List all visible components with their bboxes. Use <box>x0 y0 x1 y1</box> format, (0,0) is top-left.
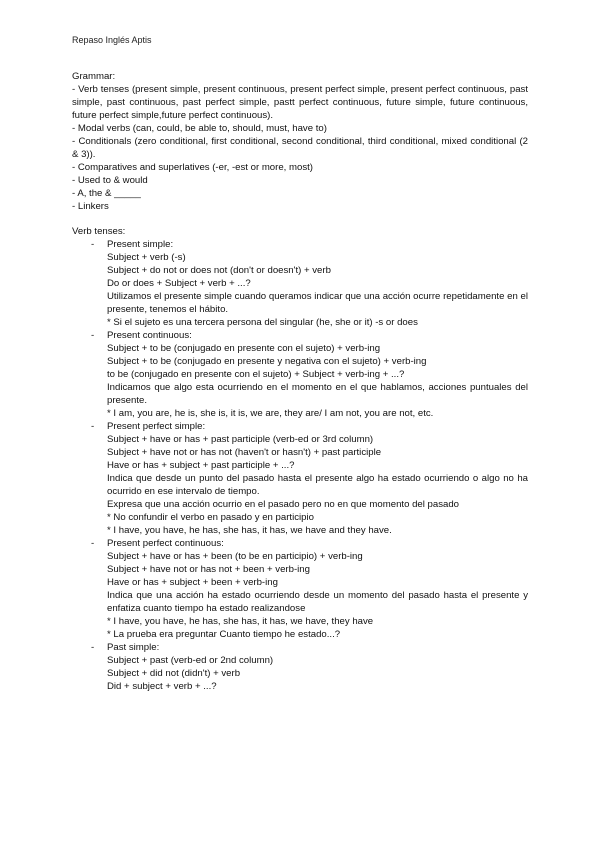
tense-line: Indica que desde un punto del pasado hasta el presente algo ha estado ocurriendo o algo no ha ocurrido en ese intervalo de tiempo. <box>107 473 528 497</box>
tense-line: Indicamos que algo esta ocurriendo en el momento en el que hablamos, acciones puntuales del presente. <box>107 382 528 406</box>
bullet-dash: - <box>91 239 95 250</box>
tense-title: Present perfect simple: <box>107 421 206 432</box>
tense-title: Present perfect continuous: <box>107 538 224 549</box>
tense-line: Have or has + subject + past participle + ...? <box>107 460 295 471</box>
tense-section-present-continuous <box>72 329 528 420</box>
verb-tenses-list <box>72 238 528 693</box>
tense-line: Do or does + Subject + verb + ...? <box>107 278 251 289</box>
tense-line: Expresa que una acción ocurrio en el pasado pero no en que momento del pasado <box>107 499 460 510</box>
tense-title: Past simple: <box>107 642 160 653</box>
bullet-dash: - <box>91 642 95 653</box>
tense-line: * I am, you are, he is, she is, it is, we are, they are/ I am not, you are not, etc. <box>107 408 434 419</box>
grammar-item: - Verb tenses (present simple, present continuous, present perfect simple, present perfect continuous, past simple, past continuous, past perfect simple, pastt perfect continuous, future simple, future continuous, future perfect simple,future perfect continuous). <box>72 84 528 121</box>
tense-line: Subject + did not (didn't) + verb <box>107 668 241 679</box>
grammar-item: - Comparatives and superlatives (-er, -est or more, most) <box>72 162 313 173</box>
page-header: Repaso Inglés Aptis <box>72 35 152 45</box>
tense-section-present-simple <box>72 238 528 329</box>
tense-line: * I have, you have, he has, she has, it has, we have and they have. <box>107 525 392 536</box>
bullet-dash: - <box>91 538 95 549</box>
tense-line: Subject + have not or has not (haven't or hasn't) + past participle <box>107 447 382 458</box>
document-body <box>72 70 528 693</box>
grammar-heading: Grammar: <box>72 71 116 82</box>
tense-line: * I have, you have, he has, she has, it has, we have, they have <box>107 616 374 627</box>
tense-line: Subject + do not or does not (don't or doesn't) + verb <box>107 265 331 276</box>
grammar-list <box>72 83 528 213</box>
verb-tenses-heading: Verb tenses: <box>72 226 126 237</box>
tense-title: Present continuous: <box>107 330 192 341</box>
tense-section-present-perfect-simple <box>72 420 528 537</box>
tense-line: Have or has + subject + been + verb-ing <box>107 577 278 588</box>
tense-section-present-perfect-continuous <box>72 537 528 641</box>
tense-title: Present simple: <box>107 239 174 250</box>
tense-line: * No confundir el verbo en pasado y en participio <box>107 512 314 523</box>
grammar-item: - Modal verbs (can, could, be able to, should, must, have to) <box>72 123 327 134</box>
grammar-item: - Conditionals (zero conditional, first conditional, second conditional, third conditional, mixed conditional (2 & 3)). <box>72 136 528 160</box>
bullet-dash: - <box>91 330 95 341</box>
tense-line: Subject + verb (-s) <box>107 252 186 263</box>
tense-line: Subject + have not or has not + been + verb-ing <box>107 564 310 575</box>
tense-line: Subject + past (verb-ed or 2nd column) <box>107 655 274 666</box>
grammar-item: - A, the & _____ <box>72 188 141 199</box>
tense-line: Indica que una acción ha estado ocurriendo desde un momento del pasado hasta el presente y enfatiza cuanto tiempo ha estado realizandose <box>107 590 528 614</box>
tense-line: Utilizamos el presente simple cuando queramos indicar que una acción ocurre repetidamente en el presente, tenemos el hábito. <box>107 291 528 315</box>
tense-line: * La prueba era preguntar Cuanto tiempo he estado...? <box>107 629 341 640</box>
tense-line: to be (conjugado en presente con el sujeto) + Subject + verb-ing + ...? <box>107 369 405 380</box>
tense-line: * Si el sujeto es una tercera persona del singular (he, she or it) -s or does <box>107 317 418 328</box>
grammar-item: - Linkers <box>72 201 109 212</box>
tense-line: Subject + have or has + been (to be en participio) + verb-ing <box>107 551 363 562</box>
tense-section-past-simple <box>72 641 528 693</box>
bullet-dash: - <box>91 421 95 432</box>
tense-line: Subject + to be (conjugado en presente con el sujeto) + verb-ing <box>107 343 381 354</box>
tense-line: Subject + have or has + past participle (verb-ed or 3rd column) <box>107 434 374 445</box>
grammar-item: - Used to & would <box>72 175 148 186</box>
tense-line: Did + subject + verb + ...? <box>107 681 217 692</box>
tense-line: Subject + to be (conjugado en presente y negativa con el sujeto) + verb-ing <box>107 356 427 367</box>
